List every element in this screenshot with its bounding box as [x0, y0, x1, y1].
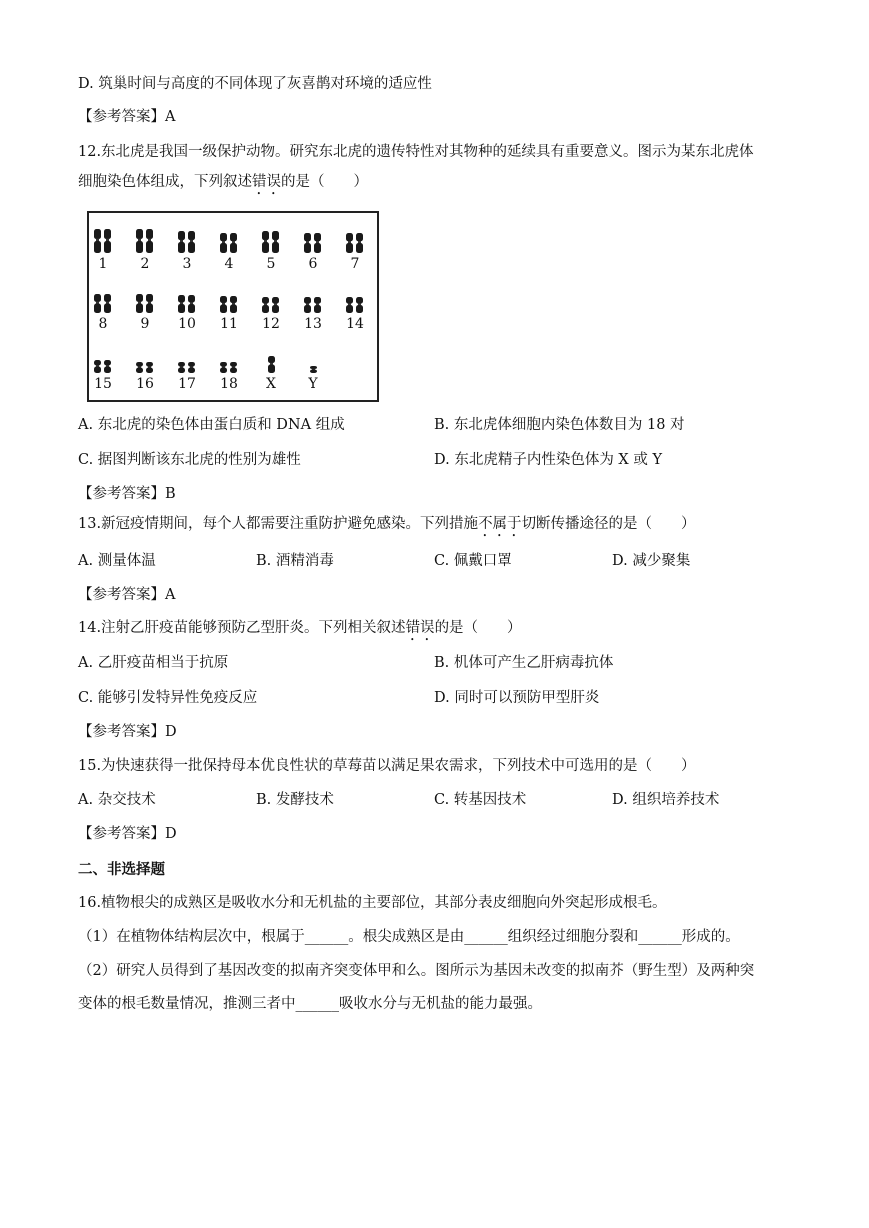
chromosome-pair-glyph — [342, 227, 368, 253]
q13-stem-post: 切断传播途径的是（ ） — [521, 516, 696, 532]
chromosome-pair-glyph — [174, 287, 200, 313]
chromosome-label: 11 — [220, 316, 238, 332]
q13-option-b: B. 酒精消毒 — [256, 553, 334, 569]
q13-answer: 【参考答案】A — [78, 587, 176, 603]
chromosome-label: Y — [308, 376, 318, 392]
q15-option-a: A. 杂交技术 — [78, 792, 156, 808]
chromosome-label: 17 — [178, 376, 196, 392]
section-title: 二、非选择题 — [78, 862, 165, 878]
chromosome-7 — [340, 227, 370, 272]
chromosome-label: X — [266, 376, 276, 392]
chromosome-4 — [214, 227, 244, 272]
q16-part1: （1）在植物体结构层次中，根属于______。根尖成熟区是由______组织经过细胞分裂和______形成的。 — [78, 929, 740, 945]
q15-option-d: D. 组织培养技术 — [612, 792, 720, 808]
chromosome-14 — [340, 287, 370, 332]
q12-stem-emph: 错误 — [252, 174, 281, 190]
chromosome-label: 7 — [350, 256, 360, 272]
chromosome-pair-glyph — [300, 227, 326, 253]
q12-option-a: A. 东北虎的染色体由蛋白质和 DNA 组成 — [78, 417, 345, 433]
q14-answer: 【参考答案】D — [78, 724, 177, 740]
chromosome-2 — [130, 227, 160, 272]
chromosome-label: 14 — [346, 316, 364, 332]
q14-stem-emph: 错误 — [405, 620, 435, 636]
q12-option-c: C. 据图判断该东北虎的性别为雄性 — [78, 452, 301, 468]
chromosome-pair-glyph — [258, 347, 284, 373]
chromosome-15 — [88, 347, 118, 392]
chromosome-pair-glyph — [216, 287, 242, 313]
q15-stem: 15.为快速获得一批保持母本优良性状的草莓苗以满足果农需求，下列技术中可选用的是（ ） — [78, 758, 696, 774]
chromosome-8 — [88, 287, 118, 332]
chromosome-label: 2 — [140, 256, 150, 272]
chromosome-11 — [214, 287, 244, 332]
chromosome-pair-glyph — [132, 287, 158, 313]
q15-answer: 【参考答案】D — [78, 826, 177, 842]
chromosome-x — [256, 347, 286, 392]
chromosome-label: 9 — [140, 316, 150, 332]
chromosome-pair-glyph — [300, 287, 326, 313]
chromosome-18 — [214, 347, 244, 392]
q13-option-c: C. 佩戴口罩 — [434, 553, 512, 569]
q14-stem — [78, 618, 522, 644]
q12-stem-line1: 12.东北虎是我国一级保护动物。研究东北虎的遗传特性对其物种的延续具有重要意义。图示为某东北虎体 — [78, 144, 754, 160]
q12-stem-line2 — [78, 172, 368, 198]
chromosome-pair-glyph — [174, 227, 200, 253]
q12-option-d: D. 东北虎精子内性染色体为 X 或 Y — [434, 452, 663, 468]
q11-answer: 【参考答案】A — [78, 109, 176, 125]
chromosome-label: 16 — [136, 376, 154, 392]
chromosome-pair-glyph — [90, 287, 116, 313]
chromosome-y — [298, 347, 328, 392]
chromosome-12 — [256, 287, 286, 332]
karyotype-figure — [87, 211, 379, 402]
chromosome-6 — [298, 227, 328, 272]
q14-option-b: B. 机体可产生乙肝病毒抗体 — [434, 655, 614, 671]
chromosome-pair-glyph — [342, 287, 368, 313]
chromosome-label: 6 — [308, 256, 318, 272]
chromosome-16 — [130, 347, 160, 392]
chromosome-pair-glyph — [216, 347, 242, 373]
chromosome-5 — [256, 227, 286, 272]
q15-option-b: B. 发酵技术 — [256, 792, 334, 808]
q14-option-c: C. 能够引发特异性免疫反应 — [78, 690, 258, 706]
q13-stem-emph: 不属于 — [478, 516, 522, 532]
q12-answer: 【参考答案】B — [78, 486, 176, 502]
q12-stem-post: 的是（ ） — [281, 174, 368, 190]
chromosome-13 — [298, 287, 328, 332]
q16-part2-line2: 变体的根毛数量情况，推测三者中______吸收水分与无机盐的能力最强。 — [78, 996, 542, 1012]
chromosome-label: 18 — [220, 376, 238, 392]
chromosome-label: 5 — [266, 256, 276, 272]
chromosome-pair-glyph — [258, 287, 284, 313]
chromosome-label: 4 — [224, 256, 234, 272]
chromosome-3 — [172, 227, 202, 272]
q14-option-d: D. 同时可以预防甲型肝炎 — [434, 690, 600, 706]
q14-option-a: A. 乙肝疫苗相当于抗原 — [78, 655, 229, 671]
chromosome-label: 13 — [304, 316, 322, 332]
chromosome-label: 15 — [94, 376, 112, 392]
q12-option-b: B. 东北虎体细胞内染色体数目为 18 对 — [434, 417, 685, 433]
chromosome-pair-glyph — [132, 347, 158, 373]
chromosome-17 — [172, 347, 202, 392]
chromosome-label: 10 — [178, 316, 196, 332]
q12-stem-pre: 细胞染色体组成，下列叙述 — [78, 174, 252, 190]
q16-part2-line1: （2）研究人员得到了基因改变的拟南齐突变体甲和么。图所示为基因未改变的拟南芥（野生型）及两种突 — [78, 963, 755, 979]
chromosome-label: 1 — [98, 256, 108, 272]
q14-stem-pre: 14.注射乙肝疫苗能够预防乙型肝炎。下列相关叙述 — [78, 620, 406, 636]
chromosome-pair-glyph — [90, 347, 116, 373]
q16-stem: 16.植物根尖的成熟区是吸收水分和无机盐的主要部位，其部分表皮细胞向外突起形成根毛。 — [78, 895, 667, 911]
chromosome-10 — [172, 287, 202, 332]
q14-stem-post: 的是（ ） — [434, 620, 522, 636]
chromosome-pair-glyph — [132, 227, 158, 253]
chromosome-label: 12 — [262, 316, 280, 332]
chromosome-pair-glyph — [174, 347, 200, 373]
q13-stem-pre: 13.新冠疫情期间，每个人都需要注重防护避免感染。下列措施 — [78, 516, 479, 532]
q13-stem — [78, 514, 696, 540]
chromosome-9 — [130, 287, 160, 332]
chromosome-pair-glyph — [258, 227, 284, 253]
chromosome-label: 8 — [98, 316, 108, 332]
chromosome-1 — [88, 227, 118, 272]
chromosome-pair-glyph — [216, 227, 242, 253]
chromosome-pair-glyph — [90, 227, 116, 253]
chromosome-pair-glyph — [300, 347, 326, 373]
q13-option-d: D. 减少聚集 — [612, 553, 691, 569]
q11-option-d: D. 筑巢时间与高度的不同体现了灰喜鹊对环境的适应性 — [78, 76, 432, 92]
q15-option-c: C. 转基因技术 — [434, 792, 527, 808]
chromosome-label: 3 — [182, 256, 192, 272]
q13-option-a: A. 测量体温 — [78, 553, 156, 569]
